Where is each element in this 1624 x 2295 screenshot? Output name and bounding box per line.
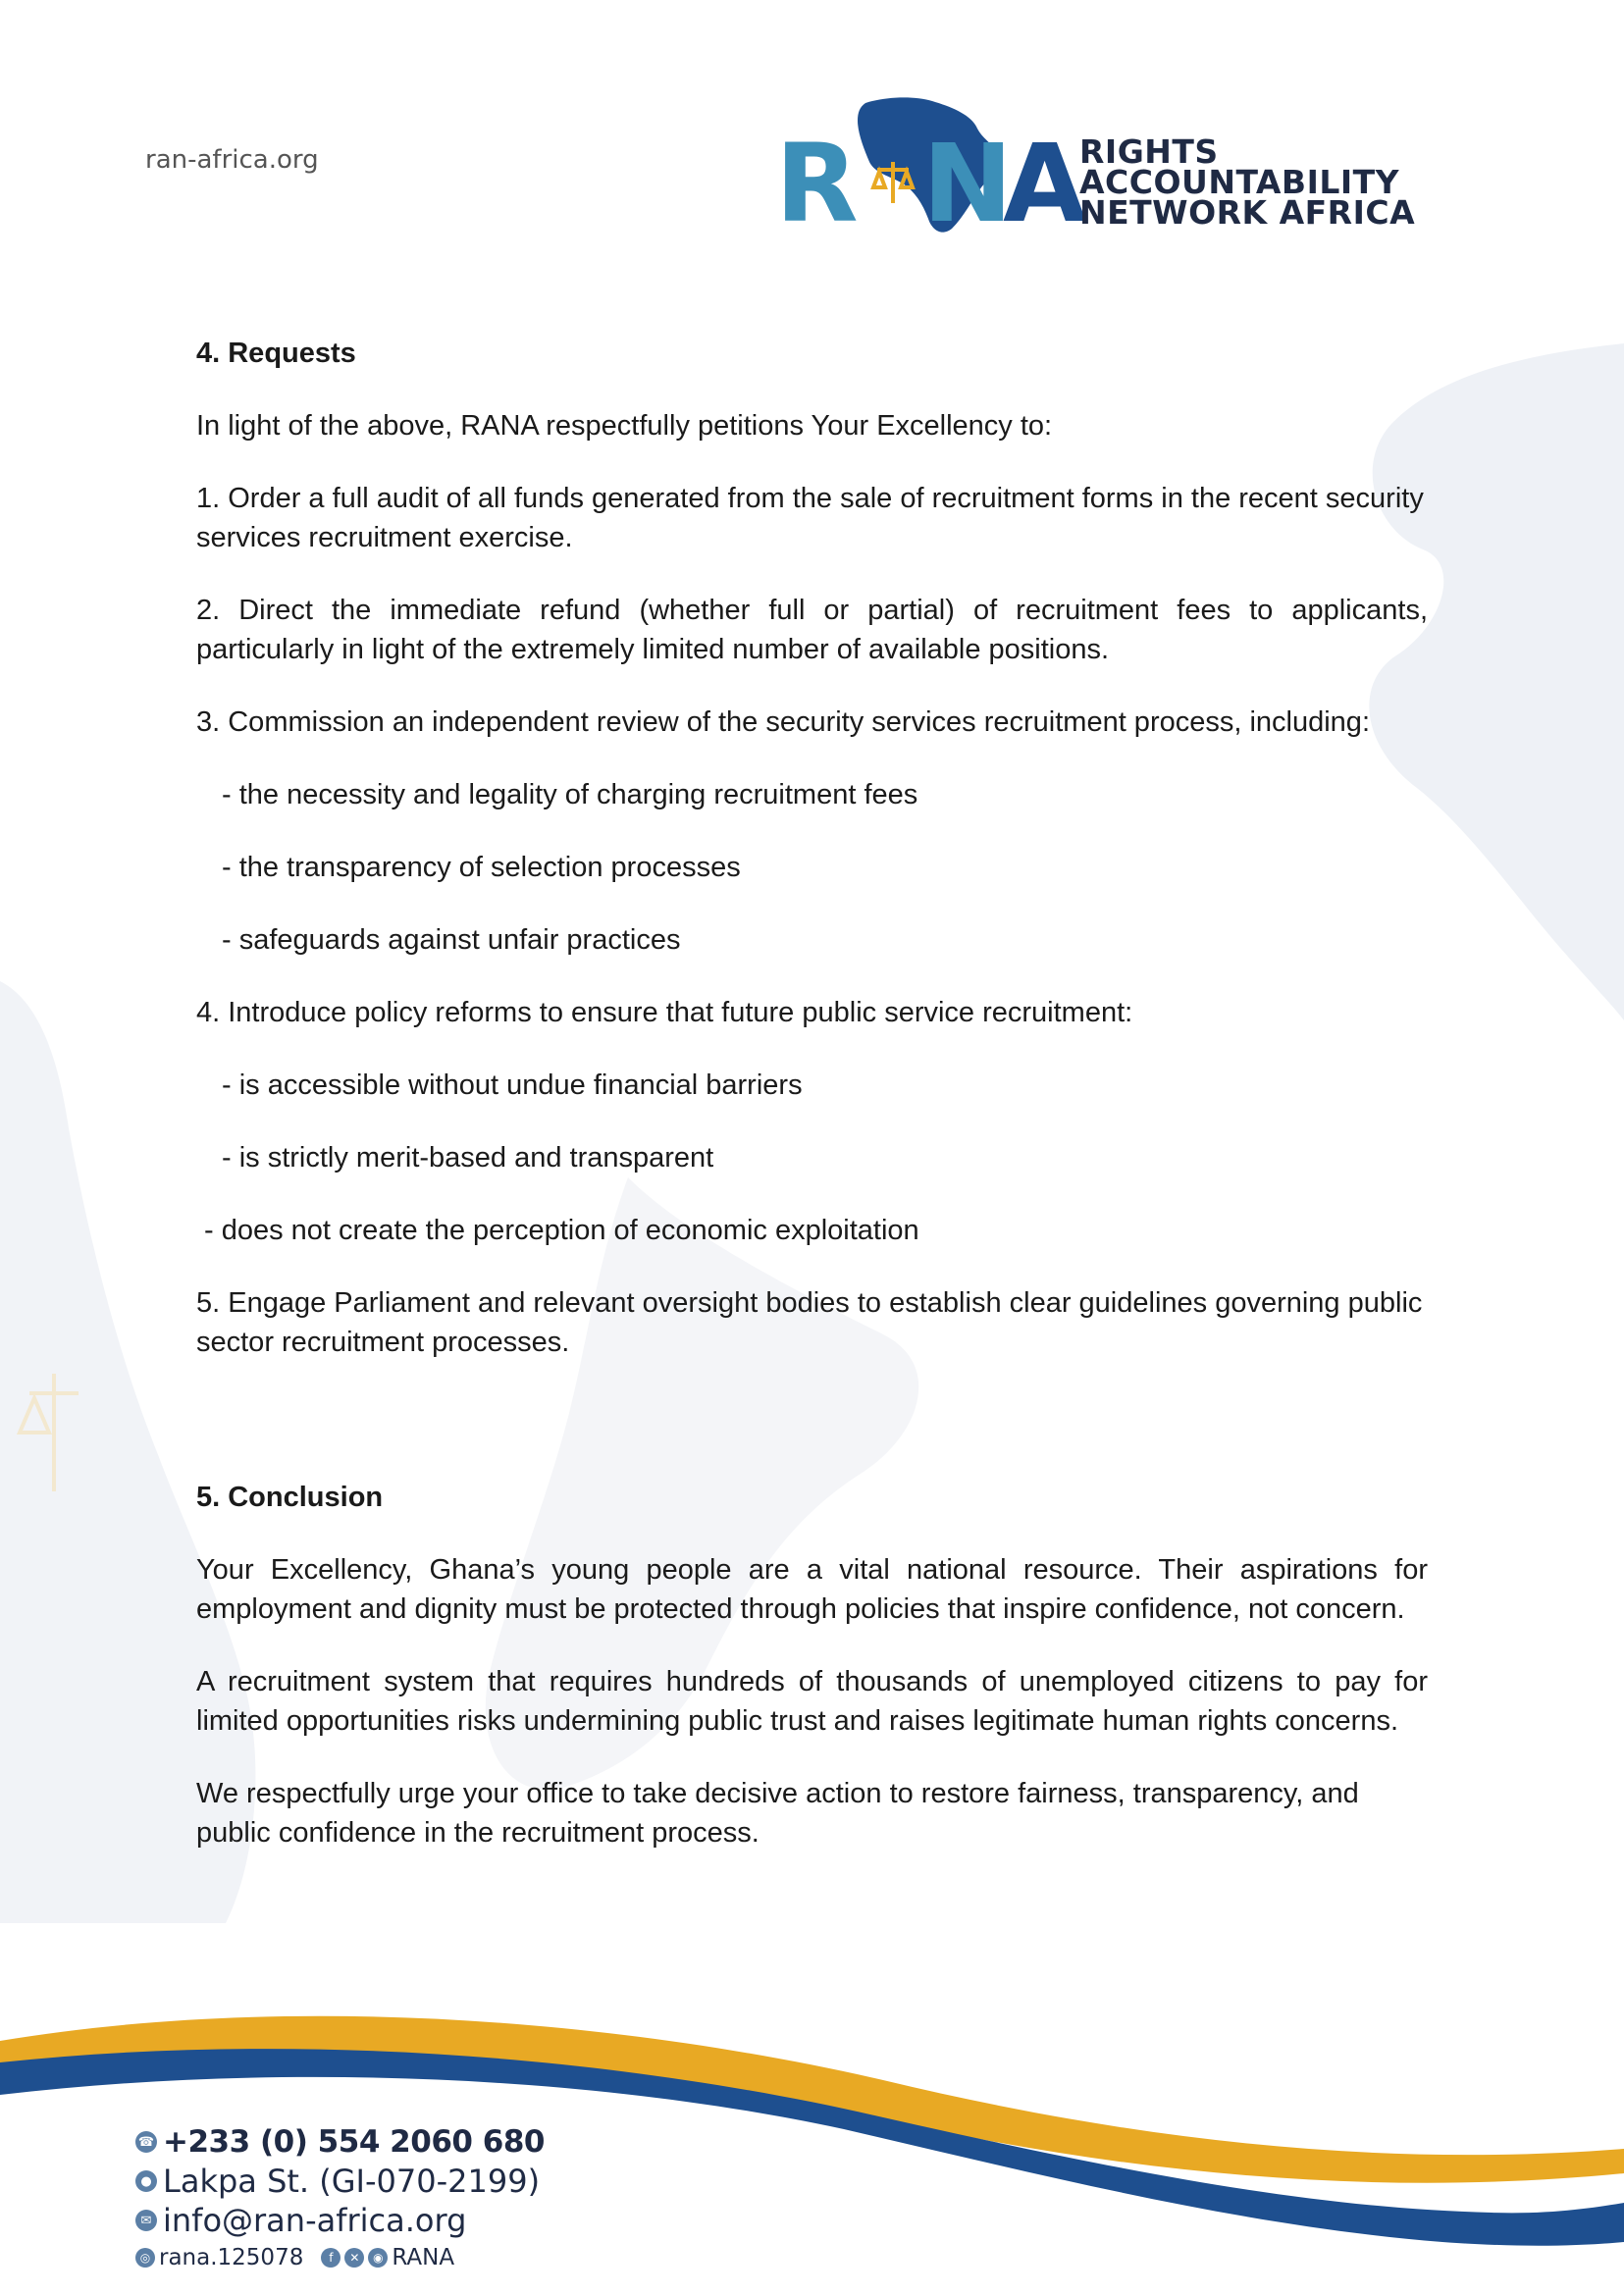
requests-intro: In light of the above, RANA respectfully petitions Your Excellency to:: [196, 410, 1053, 442]
x-icon[interactable]: ✕: [344, 2248, 364, 2268]
request-item-3: 3. Commission an independent review of the security services recruitment process, including:: [196, 706, 1370, 738]
request-item-1: 1. Order a full audit of all funds generated from the sale of recruitment forms in the recent security services recruitment exercise.: [196, 483, 1424, 553]
phone-icon: ☎: [135, 2131, 157, 2153]
svg-text:R: R: [775, 121, 859, 240]
request-item-2: 2. Direct the immediate refund (whether full or partial) of recruitment fees to applicants, particularly in light of the extremely limited number of available positions.: [196, 595, 1428, 665]
conclusion-paragraph-2: A recruitment system that requires hundreds of thousands of unemployed citizens to pay for limited opportunities risks undermining public trust and raises legitimate human rights concerns.: [196, 1666, 1428, 1737]
facebook-icon[interactable]: f: [321, 2248, 341, 2268]
rana-logo: [775, 93, 1531, 240]
section-heading-conclusion: 5. Conclusion: [196, 1482, 384, 1513]
request-4-bullet: - does not create the perception of economic exploitation: [204, 1215, 919, 1246]
site-url: ran-africa.org: [145, 145, 319, 175]
request-4-bullet: - is strictly merit-based and transparent: [222, 1142, 714, 1174]
logo-title: [1079, 132, 1531, 232]
email-address[interactable]: info@ran-africa.org: [163, 2202, 467, 2239]
conclusion-paragraph-1: Your Excellency, Ghana’s young people are a vital national resource. Their aspirations for employment and dignity must be protected through policies that inspire confidence, not concern.: [196, 1554, 1428, 1625]
instagram-handle[interactable]: rana.125078: [159, 2245, 304, 2270]
svg-text:N: N: [922, 121, 1014, 240]
contact-block: [135, 2122, 545, 2275]
instagram-icon[interactable]: ◎: [135, 2248, 155, 2268]
contact-phone: [135, 2122, 545, 2162]
contact-address: [135, 2162, 545, 2201]
letter-body: [196, 334, 1428, 1886]
logo-title-line1: RIGHTS ACCOUNTABILITY: [1079, 132, 1400, 201]
request-item-5: 5. Engage Parliament and relevant oversight bodies to establish clear guidelines governing public sector recruitment processes.: [196, 1287, 1423, 1358]
social-links: [135, 2240, 545, 2275]
svg-text:A: A: [1003, 121, 1087, 240]
social-icon[interactable]: ◉: [368, 2248, 388, 2268]
request-3-bullet: - safeguards against unfair practices: [222, 924, 681, 956]
section-heading-requests: 4. Requests: [196, 338, 356, 369]
location-icon: ●: [135, 2170, 157, 2192]
request-4-bullet: - is accessible without undue financial barriers: [222, 1069, 803, 1101]
contact-email: [135, 2201, 545, 2240]
email-icon: ✉: [135, 2210, 157, 2231]
conclusion-paragraph-3: We respectfully urge your office to take decisive action to restore fairness, transparency, and public confidence in the recruitment process.: [196, 1778, 1359, 1849]
request-item-4: 4. Introduce policy reforms to ensure that future public service recruitment:: [196, 997, 1133, 1028]
section-spacer: [196, 1395, 1428, 1478]
address-text: Lakpa St. (GI-070-2199): [163, 2163, 541, 2200]
request-3-bullet: - the necessity and legality of charging recruitment fees: [222, 779, 918, 810]
request-3-bullet: - the transparency of selection processes: [222, 852, 741, 883]
social-name[interactable]: RANA: [392, 2245, 455, 2270]
phone-number[interactable]: +233 (0) 554 2060 680: [163, 2124, 545, 2160]
rana-logo-mark: [775, 93, 1089, 240]
logo-title-line2: NETWORK AFRICA: [1079, 193, 1416, 232]
